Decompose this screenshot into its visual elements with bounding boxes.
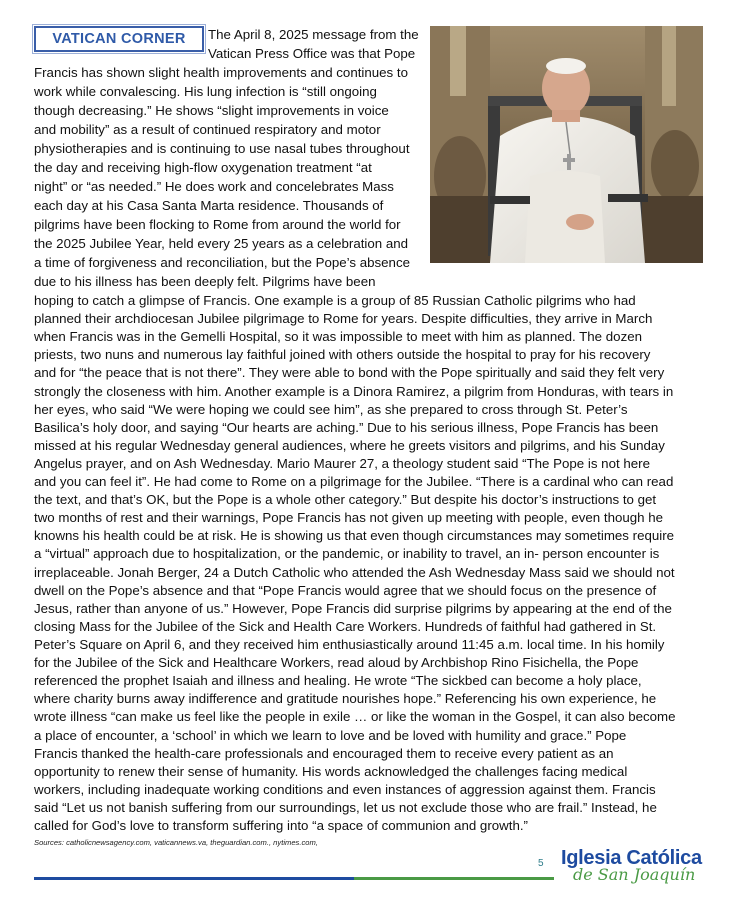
article-line: each day at his Casa Santa Marta residence. Thousands of	[34, 198, 384, 213]
article-line: strongly the closeness with him. Another example is a Dinora Ramirez, a pilgrim from Honduras, with tears in	[34, 383, 674, 399]
article-line: wrote illness “can make us feel like the people in exile … or like the woman in the Gospel, it can also become	[34, 709, 676, 725]
article-line: missed at his regular Wednesday general audiences, where he greets visitors and pilgrims, and his Sunday	[34, 437, 665, 453]
sources-note: Sources: catholicnewsagency.com, vaticannews.va, theguardian.com., nytimes.com,	[34, 838, 318, 847]
article-line: two months of rest and their warnings, Pope Francis has not given up meeting with people, even though he	[34, 510, 664, 526]
pope-photo	[430, 26, 703, 263]
article-line: work while convalescing. His lung infection is “still ongoing	[34, 84, 377, 99]
article-line: referenced the prophet Isaiah and illness and healing. He wrote “The sickbed can become a holy place,	[34, 673, 642, 689]
page-number: 5	[538, 858, 544, 869]
article-line: Basilica’s holy door, and saying “Our hearts are aching.” Due to his serious illness, Pope Francis has been	[34, 419, 659, 435]
article-line: dwell on the Pope’s absence and that “Pope Francis would agree that we should focus on the presence of	[34, 582, 657, 598]
article-line: Vatican Press Office was that Pope	[208, 46, 416, 61]
article-line: The April 8, 2025 message from the	[208, 27, 419, 42]
article-line: for the Jubilee of the Sick and Healthcare Workers, read aloud by Archbishop Rino Fisichella, the Pope	[34, 655, 639, 671]
article-line: Angelus prayer, and on Ash Wednesday. Mario Maurer 27, a theology student said “The Pope is not here	[34, 455, 650, 471]
article-line: and you can feel it”. He had come to Rome on a pilgrimage for the Jubilee. “There is a cardinal who can read	[34, 474, 674, 489]
article-line: and for “the peace that is not there”. They were able to bond with the Pope spiritually and said they felt very	[34, 365, 665, 381]
article-line: pilgrims have been flocking to Rome from around the world for	[34, 217, 401, 232]
article-line: called for God’s love to transform suffering into “a space of communion and growth.”	[34, 818, 528, 833]
article-line: Francis has shown slight health improvements and continues to	[34, 65, 408, 80]
article-line: the day and receiving high-flow oxygenation treatment “at	[34, 160, 372, 175]
article-line: when Francis was in the Gemelli Hospital, so it was impossible to meet with him as planned. The dozen	[34, 329, 643, 345]
article-line: the text, and that’s OK, but the Pope is a whole other category.” But despite his doctor’s instructions to get	[34, 492, 657, 508]
footer-rule-blue	[34, 877, 354, 880]
article-line: night” or “as needed.” He does work and concelebrates Mass	[34, 179, 394, 194]
article-line: closing Mass for the Jubilee of the Sick and Health Care Workers. Hundreds of faithful had gathered in St.	[34, 618, 657, 634]
article-line: opportunity to renew their sense of humanity. His words acknowledged the challenges facing medical	[34, 763, 628, 779]
article-line: the 2025 Jubilee Year, held every 25 years as a celebration and	[34, 236, 409, 251]
article-line: knowns his health could be at risk. He is showing us that even though circumstances may sometimes require	[34, 528, 675, 544]
article-line: and mobility” as a result of continued respiratory and motor	[34, 122, 381, 137]
footer-rule-green	[354, 877, 554, 880]
article-line: irreplaceable. Jonah Berger, 24 a Dutch Catholic who attended the Ash Wednesday Mass said we should not	[34, 564, 675, 580]
article-line: said “Let us not banish suffering from our surroundings, let us not exclude those who are frail.” Instead, he	[34, 799, 657, 815]
article-line: Peter’s Square on April 6, and they received him enthusiastically around 11:45 a.m. local time. In his homily	[34, 637, 665, 652]
article-line: a place of encounter, a ‘school’ in which we learn to love and be loved with humility and grace.” Pope	[34, 727, 627, 743]
article-line: priests, two nuns and numerous lay faithful joined with others outside the hospital to pray for his recovery	[34, 347, 651, 363]
article-line: her eyes, who said “We were hoping we could see him”, as she prepared to cross through St. Peter’s	[34, 401, 628, 417]
article-line: planned their archdiocesan Jubilee pilgrimage to Rome for years. Despite difficulties, they arrive in March	[34, 311, 653, 327]
parish-logo-title: Iglesia Católica	[561, 847, 702, 869]
article-line: where charity burns away indifference and gratitude nourishes hope.” Referencing his own experience, he	[34, 691, 657, 707]
article-line: due to his illness has been deeply felt. Pilgrims have been	[34, 274, 376, 289]
article-line: a time of forgiveness and reconciliation, but the Pope’s absence	[34, 255, 410, 270]
section-badge-label: VATICAN CORNER	[52, 31, 186, 47]
article-line: a “virtual” approach due to hospitalization, or the pandemic, or inability to travel, an in- person encounter is	[34, 546, 660, 562]
article-line: though decreasing.” He shows “slight improvements in voice	[34, 103, 389, 118]
section-badge	[34, 26, 204, 52]
pope-in-wheelchair-photo-icon	[430, 26, 703, 263]
article-line: physiotherapies and is continuing to use nasal tubes throughout	[34, 141, 410, 156]
article-line: workers, including inadequate working conditions and even instances of aggression against them. Francis	[34, 781, 656, 797]
article-line: Francis thanked the health-care professionals and encouraged them to receive every patient as an	[34, 745, 614, 761]
article-line: Jesus, rather than anyone of us.” However, Pope Francis did surprise pilgrims by appearing at the end of the	[34, 600, 672, 616]
article-line: hoping to catch a glimpse of Francis. One example is a group of 85 Russian Catholic pilgrims who had	[34, 293, 636, 308]
parish-logo-subtitle: de San Joaquín	[573, 865, 696, 884]
